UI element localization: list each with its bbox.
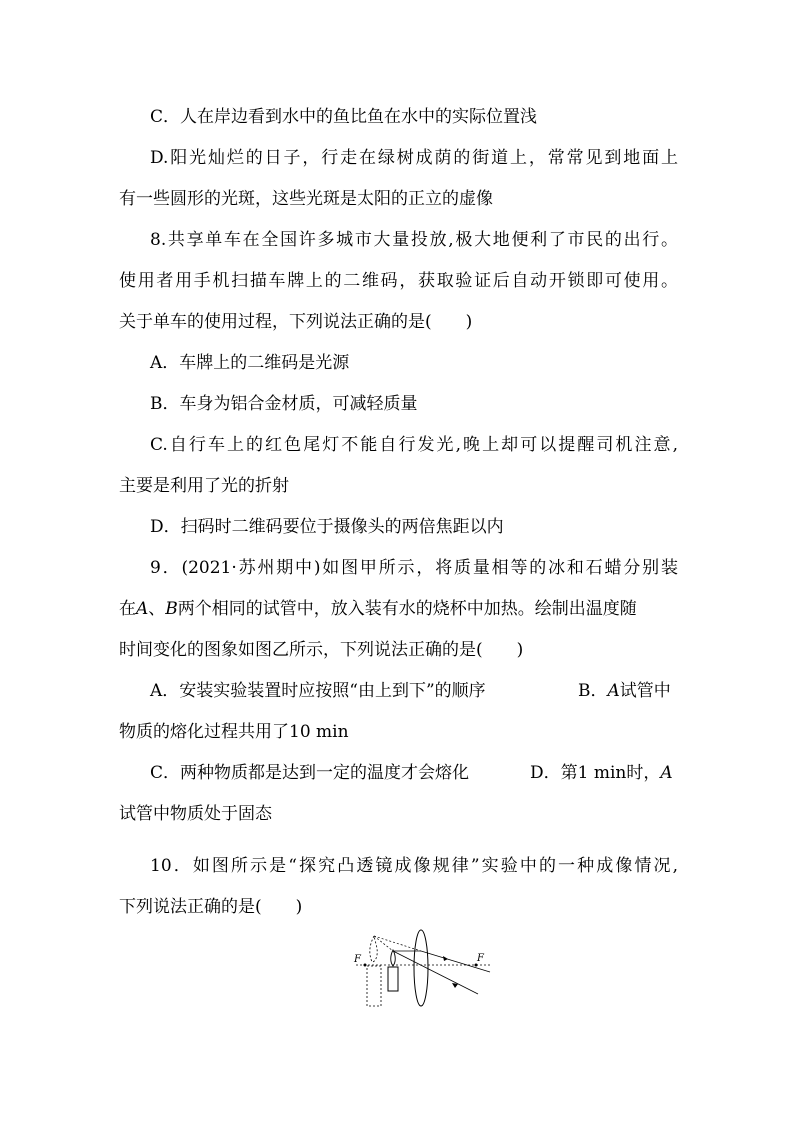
option-7c: C．人在岸边看到水中的鱼比鱼在水中的实际位置浅: [150, 107, 538, 127]
question-10-stem-line1: 10．如图所示是“探究凸透镜成像规律”实验中的一种成像情况,: [150, 856, 678, 876]
left-focal-point: [364, 964, 367, 967]
candle-body: [388, 967, 398, 991]
option-8d: D．扫码时二维码要位于摄像头的两倍焦距以内: [150, 517, 504, 537]
ray-extension-2: [374, 936, 393, 951]
option-8b: B．车身为铝合金材质，可减轻质量: [150, 394, 418, 414]
option-8c-line1: C.自行车上的红色尾灯不能自行发光,晚上却可以提醒司机注意,: [150, 435, 678, 455]
candle-flame-icon: [391, 950, 396, 966]
option-9a: A．安装实验装置时应按照“由上到下”的顺序: [150, 681, 486, 701]
ray-through-center: [393, 951, 478, 994]
virtual-image-candle: [367, 966, 381, 1006]
question-8-stem-line3: 关于单车的使用过程，下列说法正确的是( ): [119, 312, 473, 332]
ray-extension-1: [374, 936, 421, 951]
right-focal-label: F: [477, 953, 484, 964]
option-7d-line2: 有一些圆形的光斑，这些光斑是太阳的正立的虚像: [119, 189, 493, 209]
option-9b-line1: B．A试管中: [578, 681, 671, 701]
virtual-image-flame: [370, 936, 377, 962]
question-8-stem-line2: 使用者用手机扫描车牌上的二维码，获取验证后自动开锁即可使用。: [119, 271, 678, 291]
option-8c-line2: 主要是利用了光的折射: [119, 476, 289, 496]
option-9d-line2: 试管中物质处于固态: [119, 804, 272, 824]
convex-lens-diagram: [348, 928, 496, 1010]
question-10-stem-line2: 下列说法正确的是( ): [119, 897, 303, 917]
question-9-stem-line3: 时间变化的图象如图乙所示，下列说法正确的是( ): [119, 640, 524, 660]
ray-arrow-1: [443, 956, 448, 961]
question-9-stem-line1: 9．(2021·苏州期中)如图甲所示，将质量相等的冰和石蜡分别装: [150, 558, 678, 578]
question-9-stem-line2: 在A、B两个相同的试管中，放入装有水的烧杯中加热。绘制出温度随: [119, 599, 637, 619]
option-9c: C．两种物质都是达到一定的温度才会熔化: [150, 763, 470, 783]
option-9b-line2: 物质的熔化过程共用了10 min: [119, 722, 349, 742]
question-8-stem-line1: 8.共享单车在全国许多城市大量投放,极大地便利了市民的出行。: [150, 230, 678, 250]
option-8a: A．车牌上的二维码是光源: [150, 353, 350, 373]
option-9d-line1: D．第1 min时，A: [530, 763, 673, 783]
left-focal-label: F: [354, 954, 361, 965]
option-7d-line1: D.阳光灿烂的日子，行走在绿树成荫的街道上，常常见到地面上: [150, 148, 678, 168]
